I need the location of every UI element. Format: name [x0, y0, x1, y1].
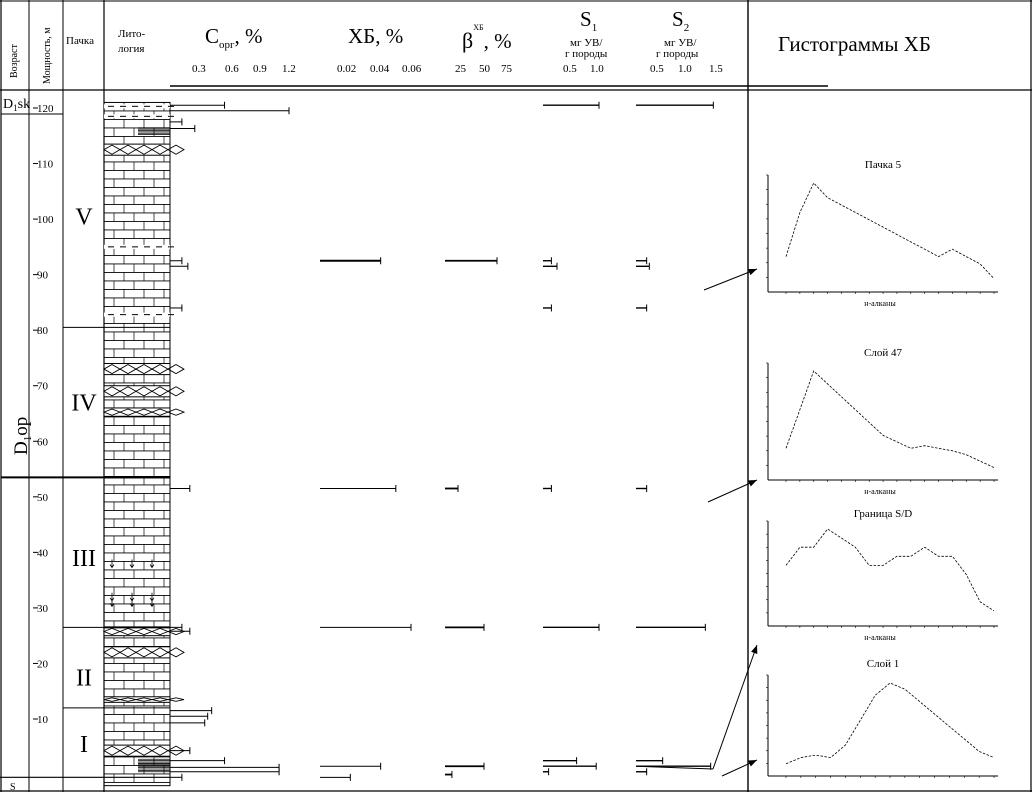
age-labels: [1, 97, 63, 792]
s1-unit-1: мг УВ/: [570, 37, 603, 49]
histogram-title: Слой 1: [866, 658, 900, 670]
corg-header: $C_{орг}$, %: [205, 24, 263, 51]
age-main-label: $D_1op$: [11, 416, 34, 455]
corg-tick-4: 1.2: [282, 63, 296, 75]
unit-label: IV: [71, 390, 97, 417]
histogram-x-label: н-алканы: [864, 299, 896, 308]
depth-tick-label: 60: [37, 436, 48, 449]
histogram-panel: [722, 658, 998, 778]
depth-axis: [33, 103, 54, 726]
unit-label: I: [80, 731, 88, 758]
depth-tick-label: 70: [37, 380, 48, 393]
depth-tick-label: 110: [37, 158, 54, 171]
arrowhead-icon: [748, 269, 757, 275]
histogram-line: [786, 529, 994, 611]
beta-header: $\beta^{ХБ}$, %: [462, 23, 512, 53]
unit-label: III: [72, 545, 96, 572]
histogram-panel: [708, 347, 998, 502]
hb-tick-1: 0.02: [337, 63, 357, 75]
s2-header: $S_2$: [672, 7, 690, 34]
corg-tick-2: 0.6: [225, 63, 239, 75]
fossil-mark: [150, 559, 154, 567]
histogram-x-label: н-алканы: [864, 487, 896, 496]
histogram-header: Гистограммы ХБ: [778, 32, 931, 56]
fossil-mark: [110, 559, 114, 567]
age-top-label: $D_1sk$: [3, 97, 31, 113]
depth-tick-label: 90: [37, 269, 48, 282]
hb-tick-2: 0.04: [370, 63, 390, 75]
beta-tick-2: 50: [479, 63, 490, 75]
s1-tick-1: 0.5: [563, 63, 577, 75]
histogram-panel: [713, 508, 998, 769]
histogram-title: Слой 47: [864, 347, 902, 359]
depth-tick-label: 30: [37, 602, 48, 615]
depth-tick-label: 10: [37, 714, 48, 726]
s1-header: $S_1$: [580, 7, 598, 34]
lithology-header-2: логия: [118, 43, 145, 55]
profile-tracks: [170, 102, 713, 781]
beta-tick-1: 25: [455, 63, 466, 75]
s2-tick-3: 1.5: [709, 63, 723, 75]
histogram-x-label: н-алканы: [864, 633, 896, 642]
corg-tick-3: 0.9: [253, 63, 267, 75]
s1-tick-2: 1.0: [590, 63, 604, 75]
arrowhead-icon: [748, 480, 757, 486]
histogram-panels: [636, 159, 998, 778]
age-bottom-label: S: [10, 782, 16, 792]
histogram-arrow: [704, 269, 757, 290]
unit-label: II: [76, 665, 92, 692]
lithology-header-1: Лито-: [118, 28, 146, 40]
fossil-mark: [110, 598, 114, 606]
hb-tick-3: 0.06: [402, 63, 422, 75]
s2-tick-1: 0.5: [650, 63, 664, 75]
histogram-arrow: [713, 645, 757, 769]
unit-column: [1, 204, 170, 758]
corg-tick-1: 0.3: [192, 63, 206, 75]
fossil-mark: [130, 598, 134, 606]
beta-tick-3: 75: [501, 63, 512, 75]
s2-unit-1: мг УВ/: [664, 37, 697, 49]
s2-tick-2: 1.0: [678, 63, 692, 75]
arrowhead-icon: [748, 760, 757, 766]
lithology-frame: [104, 102, 170, 785]
depth-tick-label: 80: [37, 325, 48, 338]
scale-ticks: [192, 63, 723, 75]
depth-tick-label: 100: [37, 214, 54, 227]
age-header: Возраст: [9, 44, 20, 78]
thickness-header: Мощность, м: [42, 27, 53, 84]
unit-label: V: [75, 204, 93, 231]
s1-unit-2: г породы: [565, 48, 608, 60]
depth-tick-label: 20: [37, 658, 48, 671]
histogram-line: [786, 371, 994, 468]
histogram-title: Граница S/D: [853, 508, 913, 520]
fossil-mark: [130, 559, 134, 567]
s2-unit-2: г породы: [656, 48, 699, 60]
unit-header: Пачка: [66, 35, 94, 47]
depth-tick-label: 120: [37, 103, 54, 115]
hb-header: ХБ, %: [348, 24, 404, 48]
histogram-line: [786, 683, 994, 764]
histogram-title: Пачка 5: [864, 159, 902, 171]
depth-tick-label: 40: [37, 547, 48, 560]
depth-tick-label: 50: [37, 491, 48, 504]
histogram-line: [786, 183, 994, 279]
fossil-mark: [150, 598, 154, 606]
arrowhead-icon: [751, 645, 757, 654]
column-headers: [9, 7, 931, 84]
